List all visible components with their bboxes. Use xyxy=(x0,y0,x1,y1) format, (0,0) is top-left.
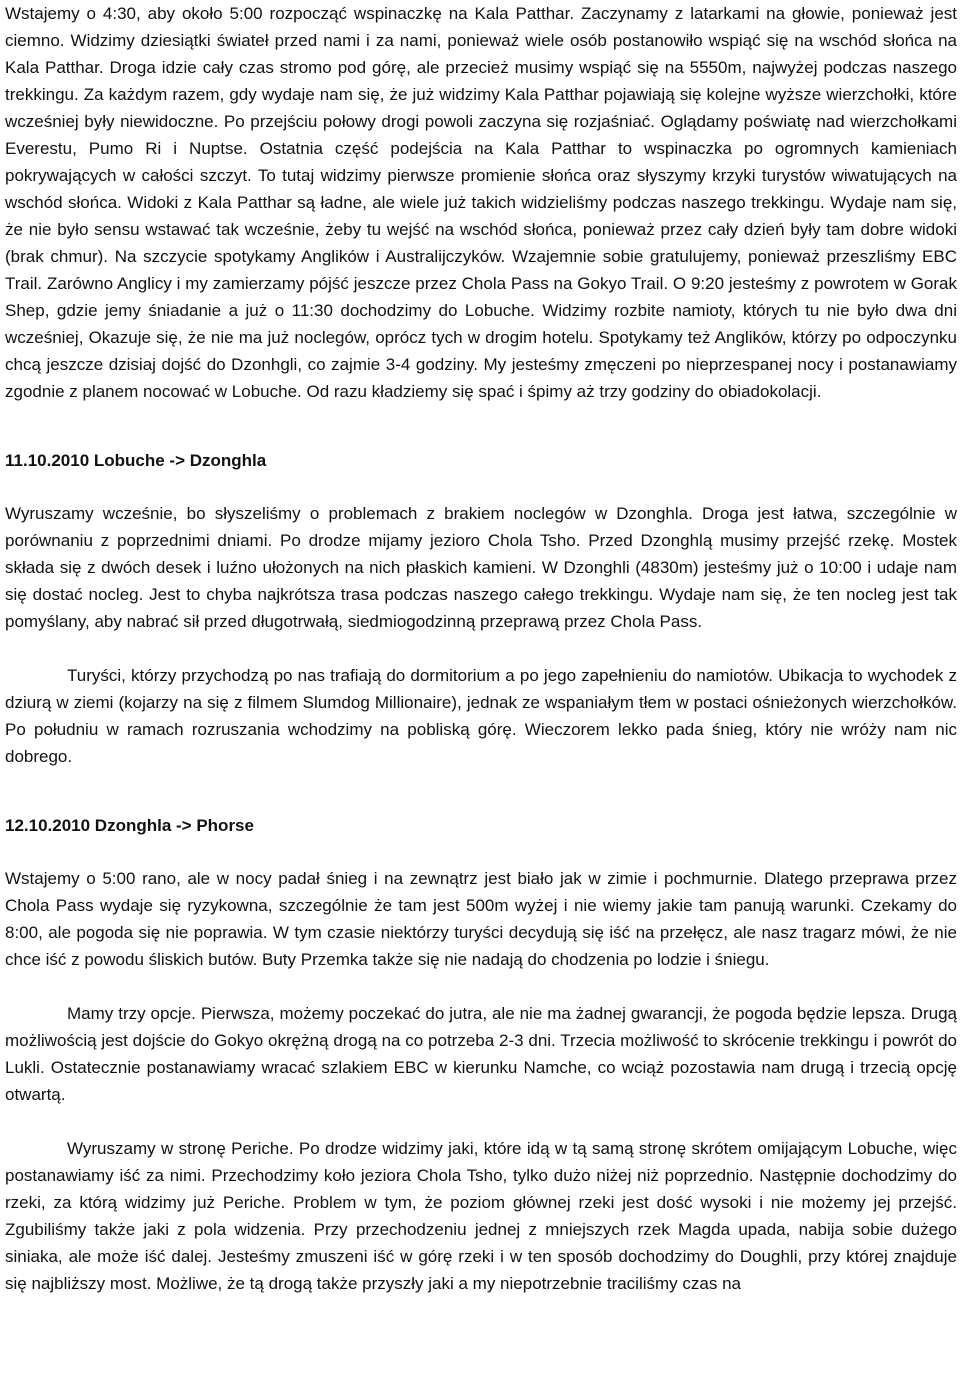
day-12-paragraph-1: Wstajemy o 5:00 rano, ale w nocy padał śnieg i na zewnątrz jest biało jak w zimie i pochmurnie. Dlatego przeprawa przez Chola Pass wydaje się ryzykowna, szczególnie że tam jest 500m wyżej i nie wiemy jakie tam panują warunki. Czekamy do 8:00, ale pogoda się nie poprawia. W tym czasie niektórzy turyści decydują się iść na przełęcz, ale nasz tragarz mówi, że nie chce iść z powodu śliskich butów. Buty Przemka także się nie nadają do chodzenia po lodzie i śniegu. xyxy=(5,869,957,969)
day-heading-11-10-2010: 11.10.2010 Lobuche -> Dzonghla xyxy=(5,451,267,470)
heading-spacer xyxy=(5,474,957,500)
paragraph-spacer xyxy=(5,1108,957,1135)
intro-paragraph: Wstajemy o 4:30, aby około 5:00 rozpocząć wspinaczkę na Kala Patthar. Zaczynamy z latarkami na głowie, ponieważ jest ciemno. Widzimy dziesiątki świateł przed nami i za nami, ponieważ wiele osób postanowiło wspiąć się na wschód słońca na Kala Patthar. Droga idzie cały czas stromo pod górę, ale przecież musimy wspiąć się na 5550m, najwyżej podczas naszego trekkingu. Za każdym razem, gdy wydaje nam się, że już widzimy Kala Patthar pojawiają się kolejne wyższe wierzchołki, które wcześniej były niewidoczne. Po przejściu połowy drogi powoli zaczyna się rozjaśniać. Oglądamy poświatę nad wierzchołkami Everestu, Pumo Ri i Nuptse. Ostatnia część podejścia na Kala Patthar to wspinaczka po ogromnych kamieniach pokrywających w całości szczyt. To tutaj widzimy pierwsze promienie słońca oraz słyszymy krzyki turystów wiwatujących na wschód słońca. Widoki z Kala Patthar są ładne, ale wiele już takich widzieliśmy podczas naszego trekkingu. Wydaje nam się, że nie było sensu wstawać tak wcześnie, żeby tu wejść na wschód słońca, ponieważ przez cały dzień były tam dobre widoki (brak chmur). Na szczycie spotykamy Anglików i Australijczyków. Wzajemnie sobie gratulujemy, ponieważ przeszliśmy EBC Trail. Zarówno Anglicy i my zamierzamy pójść jeszcze przez Chola Pass na Gokyo Trail. O 9:20 jesteśmy z powrotem w Gorak Shep, gdzie jemy śniadanie a już o 11:30 dochodzimy do Lobuche. Widzimy rozbite namioty, których tu nie było dwa dni wcześniej, Okazuje się, że nie ma już noclegów, oprócz tych w drogim hotelu. Spotykamy też Anglików, którzy po odpoczynku chcą jeszcze dzisiaj dojść do Dzonhgli, co zajmie 3-4 godziny. My jesteśmy zmęczeni po nieprzespanej nocy i postanawiamy zgodnie z planem nocować w Lobuche. Od razu kładziemy się spać i śpimy aż trzy godziny do obiadokolacji. xyxy=(5,4,957,401)
paragraph-spacer xyxy=(5,973,957,1000)
section-spacer xyxy=(5,770,957,812)
day-11-paragraph-1: Wyruszamy wcześnie, bo słyszeliśmy o problemach z brakiem noclegów w Dzonghla. Droga jest łatwa, szczególnie w porównaniu z poprzednimi dniami. Po drodze mijamy jezioro Chola Tsho. Przed Dzonghlą musimy przejść rzekę. Mostek składa się z dwóch desek i luźno ułożonych na nich płaskich kamieni. W Dzonghli (4830m) jesteśmy już o 10:00 i udaje nam się dostać nocleg. Jest to chyba najkrótsza trasa podczas naszego całego trekkingu. Wydaje nam się, że ten nocleg jest tak pomyślany, aby nabrać sił przed długotrwałą, siedmiogodzinną przeprawą przez Chola Pass. xyxy=(5,504,957,631)
paragraph-spacer xyxy=(5,635,957,662)
day-heading-12-10-2010: 12.10.2010 Dzonghla -> Phorse xyxy=(5,816,254,835)
day-11-paragraph-2: Turyści, którzy przychodzą po nas trafiają do dormitorium a po jego zapełnieniu do namiotów. Ubikacja to wychodek z dziurą w ziemi (kojarzy na się z filmem Slumdog Millionaire), jednak ze wspaniałym tłem w postaci ośnieżonych wierzchołków. Po południu w ramach rozruszania wchodzimy na pobliską górę. Wieczorem lekko pada śnieg, który nie wróży nam nic dobrego. xyxy=(5,666,957,766)
section-spacer xyxy=(5,405,957,447)
heading-spacer xyxy=(5,839,957,865)
day-12-paragraph-3: Wyruszamy w stronę Periche. Po drodze widzimy jaki, które idą w tą samą stronę skrótem omijającym Lobuche, więc postanawiamy iść za nimi. Przechodzimy koło jeziora Chola Tsho, tylko dużo niżej niż poprzednio. Następnie dochodzimy do rzeki, za którą widzimy już Periche. Problem w tym, że poziom głównej rzeki jest dość wysoki i nie możemy jej przejść. Zgubiliśmy także jaki z pola widzenia. Przy przechodzeniu jednej z mniejszych rzek Magda upada, nabija sobie dużego siniaka, ale może iść dalej. Jesteśmy zmuszeni iść w górę rzeki i w ten sposób dochodzimy do Doughli, przy której znajduje się najbliższy most. Możliwe, że tą drogą także przyszły jaki a my niepotrzebnie traciliśmy czas na xyxy=(5,1139,957,1293)
document-page xyxy=(5,0,957,1297)
day-12-paragraph-2: Mamy trzy opcje. Pierwsza, możemy poczekać do jutra, ale nie ma żadnej gwarancji, że pogoda będzie lepsza. Drugą możliwością jest dojście do Gokyo okrężną drogą na co potrzeba 2-3 dni. Trzecia możliwość to skrócenie trekkingu i powrót do Lukli. Ostatecznie postanawiamy wracać szlakiem EBC w kierunku Namche, co wciąż pozostawia nam drugą i trzecią opcję otwartą. xyxy=(5,1004,957,1104)
